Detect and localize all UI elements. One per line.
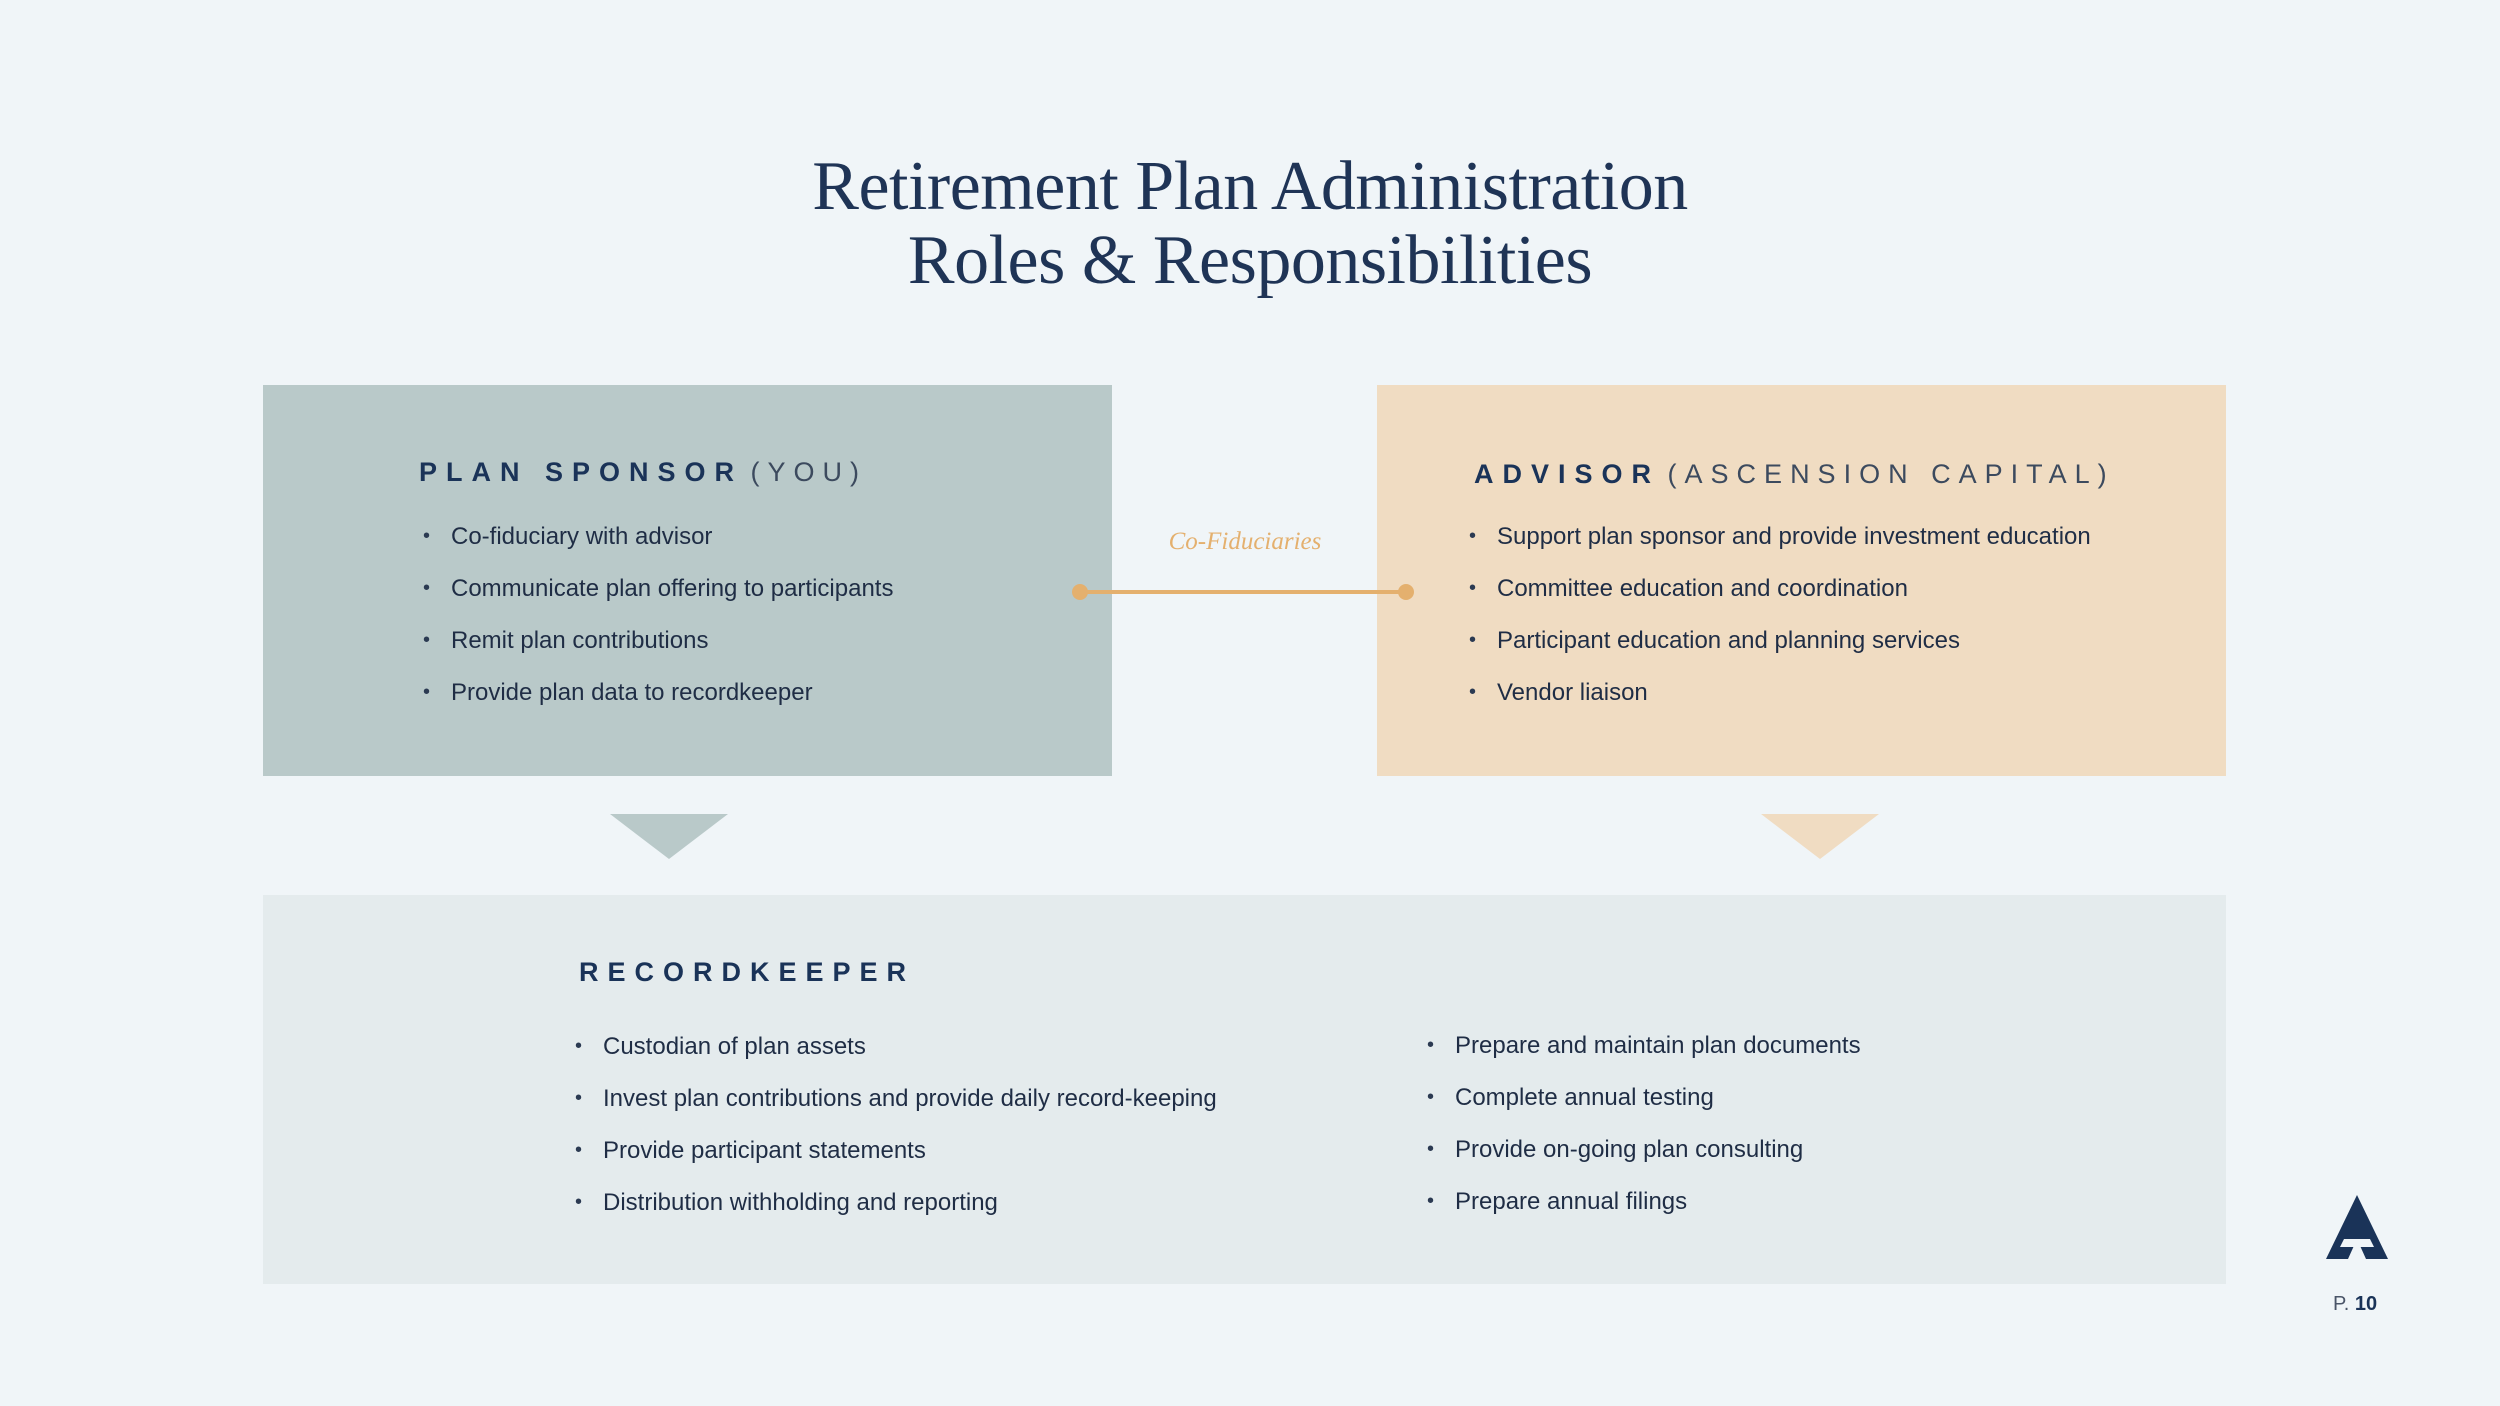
- title-line-1: Retirement Plan Administration: [812, 148, 1688, 225]
- list-item: • Distribution withholding and reporting: [575, 1189, 1217, 1216]
- recordkeeper-list-right: [1427, 1032, 1861, 1240]
- title-line-2: Roles & Responsibilities: [907, 222, 1593, 299]
- plan-sponsor-subtitle: (YOU): [750, 457, 868, 487]
- page-number-value: 10: [2354, 1293, 2378, 1315]
- list-item: • Provide plan data to recordkeeper: [423, 679, 893, 706]
- advisor-heading: [1474, 459, 2115, 490]
- plan-sponsor-title: PLAN SPONSOR: [419, 457, 744, 487]
- advisor-title: ADVISOR: [1474, 459, 1661, 489]
- connector-dot-right: [1398, 584, 1414, 600]
- connector-dot-left: [1072, 584, 1088, 600]
- list-item: • Prepare annual filings: [1427, 1188, 1861, 1215]
- ascension-triangle-logo-icon: [2326, 1195, 2388, 1259]
- sponsor-down-arrow-icon: [610, 814, 728, 859]
- list-item: • Prepare and maintain plan documents: [1427, 1032, 1861, 1059]
- list-item: • Co-fiduciary with advisor: [423, 523, 893, 550]
- recordkeeper-heading: [579, 957, 915, 988]
- advisor-down-arrow-icon: [1761, 814, 1879, 859]
- recordkeeper-box: [263, 895, 2226, 1284]
- list-item: • Support plan sponsor and provide investment education: [1469, 523, 2091, 550]
- list-item: • Provide on-going plan consulting: [1427, 1136, 1861, 1163]
- co-fiduciaries-label: Co-Fiduciaries: [1168, 528, 1322, 555]
- list-item: • Participant education and planning services: [1469, 627, 2091, 654]
- plan-sponsor-list: [423, 523, 893, 731]
- page-number: [2333, 1293, 2377, 1316]
- recordkeeper-list-left: [575, 1033, 1217, 1241]
- plan-sponsor-box: [263, 385, 1112, 776]
- advisor-subtitle: (ASCENSION CAPITAL): [1667, 459, 2115, 489]
- co-fiduciary-connector: [1070, 582, 1416, 602]
- plan-sponsor-heading: [419, 457, 867, 488]
- advisor-box: [1377, 385, 2226, 776]
- page-title: [0, 150, 2500, 298]
- list-item: • Provide participant statements: [575, 1137, 1217, 1164]
- list-item: • Custodian of plan assets: [575, 1033, 1217, 1060]
- list-item: • Committee education and coordination: [1469, 575, 2091, 602]
- recordkeeper-title: RECORDKEEPER: [579, 957, 916, 987]
- list-item: • Communicate plan offering to participants: [423, 575, 893, 602]
- list-item: • Vendor liaison: [1469, 679, 2091, 706]
- list-item: • Complete annual testing: [1427, 1084, 1861, 1111]
- advisor-list: [1469, 523, 2091, 731]
- page-prefix: P.: [2333, 1293, 2350, 1315]
- list-item: • Remit plan contributions: [423, 627, 893, 654]
- list-item: • Invest plan contributions and provide daily record-keeping: [575, 1085, 1217, 1112]
